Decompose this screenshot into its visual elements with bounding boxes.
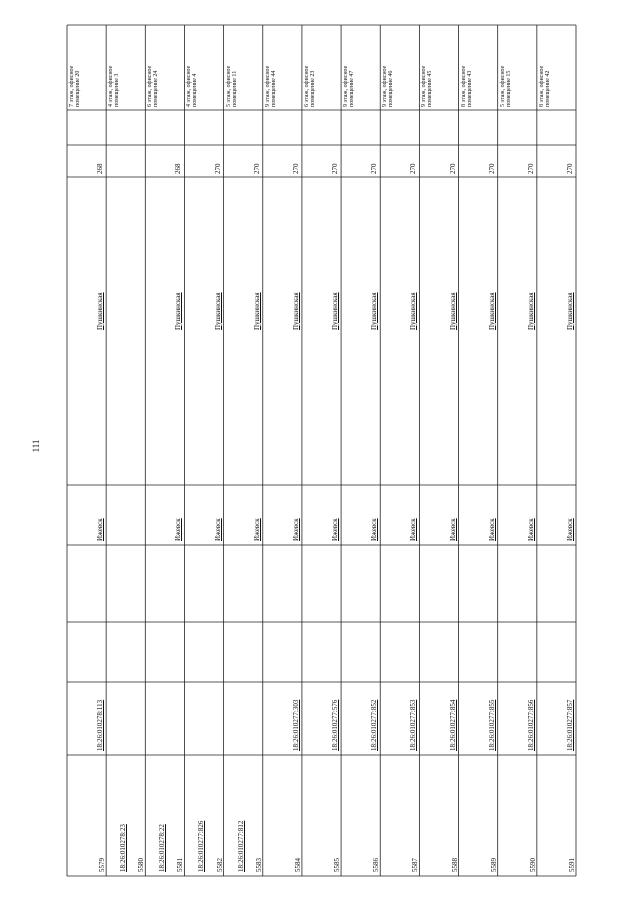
- cadastral-number: 18:26:010277:855: [487, 699, 496, 751]
- house-number: 270: [331, 163, 340, 174]
- street: Пушкинская: [487, 292, 496, 330]
- street: Пушкинская: [526, 292, 535, 330]
- premises-description: 6 этаж, офисное помещение 24: [147, 65, 160, 107]
- premises-description: 8 этаж, офисное помещение 42: [538, 65, 552, 107]
- row-number: 5580: [137, 858, 146, 872]
- city: Ижевск: [252, 518, 261, 541]
- street: Пушкинская: [96, 292, 105, 330]
- street: Пушкинская: [370, 292, 379, 330]
- house-number: 270: [409, 163, 418, 174]
- city: Ижевск: [409, 518, 418, 541]
- row-number: 5587: [411, 858, 420, 872]
- cadastral-number: 18:26:010277:856: [526, 699, 535, 751]
- cadastral-number: 18:26:010278:23: [119, 824, 128, 872]
- row-number: 5586: [372, 858, 381, 872]
- house-number: 270: [526, 163, 535, 174]
- row-number: 5590: [528, 858, 537, 872]
- house-number: 270: [566, 163, 574, 174]
- cadastral-number: 18:26:010277:857: [566, 699, 574, 751]
- row-number: 5584: [293, 858, 302, 872]
- row-number: 5585: [333, 858, 342, 872]
- city: Ижевск: [487, 518, 496, 541]
- city: Ижевск: [526, 518, 535, 541]
- house-number: 268: [174, 163, 183, 174]
- premises-description: 9 этаж, офисное помещение 44: [264, 65, 278, 107]
- premises-description: 6 этаж, офисное помещение 23: [303, 65, 317, 107]
- cadastral-number: 18:26:010277:852: [370, 699, 379, 751]
- cadastral-number: 18:26:010277:853: [409, 699, 418, 751]
- house-number: 270: [370, 163, 379, 174]
- house-number: 270: [291, 163, 300, 174]
- row-number: 5581: [176, 858, 185, 872]
- row-number: 5582: [215, 858, 224, 872]
- premises-description: 7 этаж, офисное помещение 20: [69, 65, 82, 107]
- cadastral-number: 18:26:010277:303: [291, 699, 300, 751]
- premises-description: 9 этаж, офисное помещение 46: [382, 65, 395, 107]
- city: Ижевск: [96, 518, 105, 541]
- row-number: 5579: [98, 858, 107, 872]
- cadastral-number: 18:26:010278:113: [96, 699, 105, 751]
- row-number: 5583: [254, 858, 263, 872]
- city: Ижевск: [370, 518, 379, 541]
- house-number: 270: [252, 163, 261, 174]
- city: Ижевск: [213, 518, 222, 541]
- city: Ижевск: [448, 518, 457, 541]
- city: Ижевск: [331, 518, 340, 541]
- premises-description: 5 этаж, офисное помещение 15: [499, 65, 513, 107]
- street: Пушкинская: [252, 292, 261, 330]
- premises-description: 4 этаж, офисное помещение 4: [186, 65, 199, 107]
- street: Пушкинская: [331, 292, 340, 330]
- premises-description: 5 этаж, офисное помещение 11: [225, 65, 239, 107]
- city: Ижевск: [291, 518, 300, 541]
- city: Ижевск: [174, 518, 183, 541]
- street: Пушкинская: [566, 292, 574, 330]
- row-number: 5591: [568, 858, 576, 872]
- row-number: 5589: [489, 858, 498, 872]
- premises-description: 4 этаж, офисное помещение 3: [108, 65, 121, 107]
- house-number: 270: [448, 163, 457, 174]
- street: Пушкинская: [291, 292, 300, 330]
- row-number: 5588: [450, 858, 459, 872]
- premises-description: 8 этаж, офисное помещение 43: [460, 65, 473, 107]
- cadastral-number: 18:26:010277:854: [448, 699, 457, 751]
- cadastral-number: 18:26:010277:812: [236, 820, 245, 872]
- street: Пушкинская: [174, 292, 183, 330]
- cadastral-number: 18:26:010277:826: [197, 820, 206, 872]
- street: Пушкинская: [448, 292, 457, 330]
- page-number: 111: [31, 439, 41, 453]
- city: Ижевск: [566, 518, 574, 541]
- cadastral-number: 18:26:010278:22: [158, 824, 167, 872]
- street: Пушкинская: [213, 292, 222, 330]
- house-number: 268: [96, 163, 105, 174]
- premises-description: 9 этаж, офисное помещение 47: [343, 65, 356, 107]
- street: Пушкинская: [409, 292, 418, 330]
- cadastral-number: 18:26:010277:576: [331, 699, 340, 751]
- house-number: 270: [487, 163, 496, 174]
- premises-description: 9 этаж, офисное помещение 45: [421, 65, 434, 107]
- house-number: 270: [213, 163, 222, 174]
